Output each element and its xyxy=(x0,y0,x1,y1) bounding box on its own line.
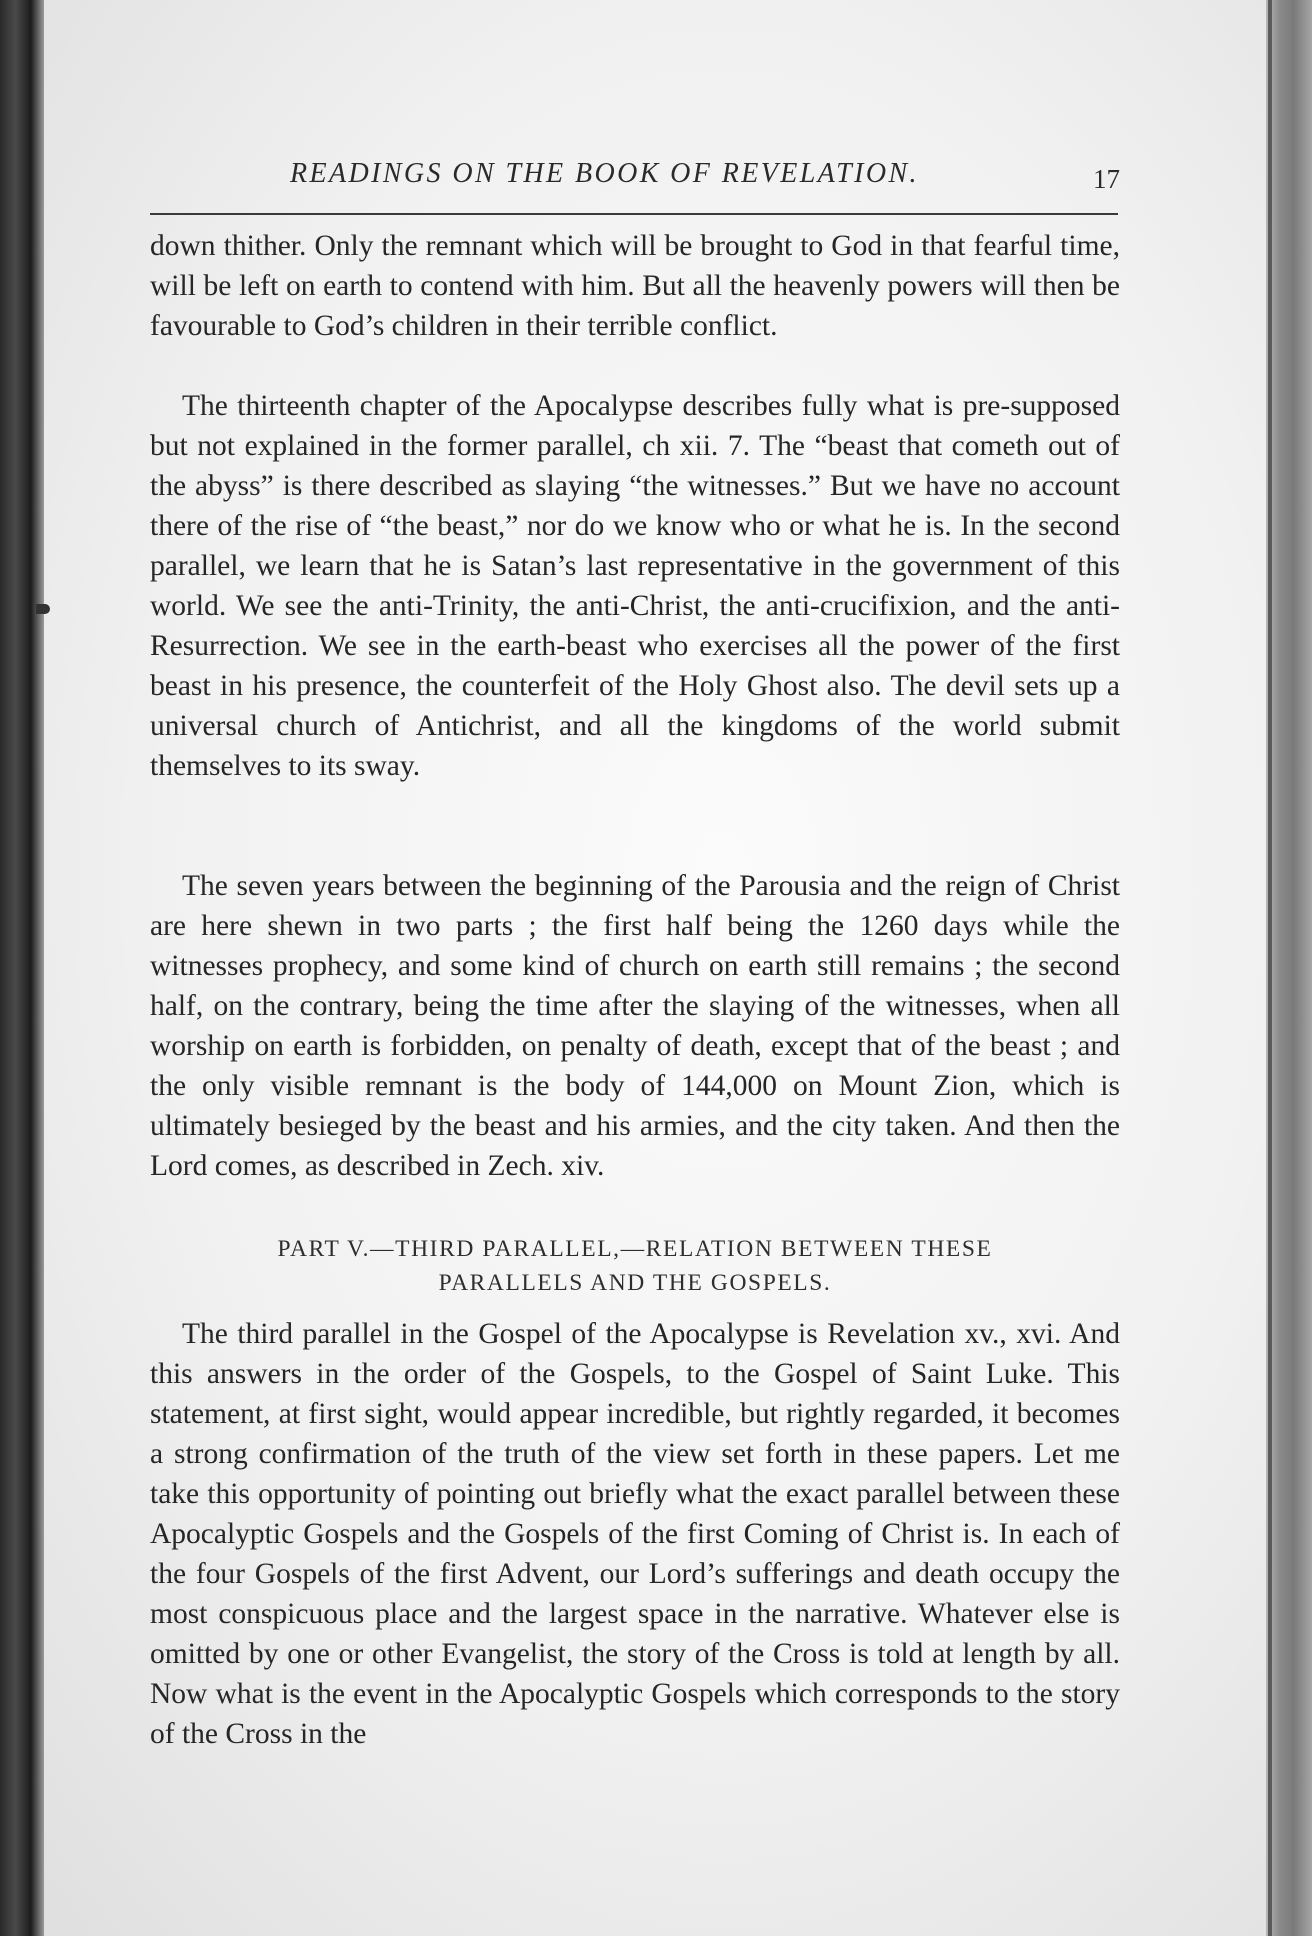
book-gutter-left xyxy=(0,0,44,1936)
section-heading-line-2: PARALLELS AND THE GOSPELS. xyxy=(438,1270,832,1296)
body-text xyxy=(150,226,1120,1754)
paragraph-thirteenth-chapter: The thirteenth chapter of the Apocalypse describes fully what is pre-supposed but not explained in the former parallel, ch xii. 7. The “beast that cometh out of the abyss” is there described as slaying “the witnesses.” But we have no account there of the rise of “the beast,” nor do we know who or what he is. In the second parallel, we learn that he is Satan’s last representative in the government of this world. We see the anti-Trinity, the anti-Christ, the anti-crucifixion, and the anti-Resurrection. We see in the earth-beast who exercises all the power of the first beast in his presence, the counterfeit of the Holy Ghost also. The devil sets up a universal church of Antichrist, and all the kingdoms of the world submit themselves to its sway. xyxy=(150,390,1120,782)
paragraph-seven-years: The seven years between the beginning of the Parousia and the reign of Christ are here shewn in two parts ; the first half being the 1260 days while the witnesses prophecy, and some kind of church on earth still remains ; the second half, on the contrary, being the time after the slaying of the witnesses, when all worship on earth is forbidden, on penalty of death, except that of the beast ; and the only visible remnant is the body of 144,000 on Mount Zion, which is ultimately besieged by the beast and his armies, and the city taken. And then the Lord comes, as described in Zech. xiv. xyxy=(150,870,1120,1182)
header-rule xyxy=(150,213,1118,215)
page-edge-mark xyxy=(36,604,50,614)
paragraph-continuation: down thither. Only the remnant which will be brought to God in that fearful time, will be left on earth to contend with him. But all the heavenly powers will then be favourable to God’s children in their terrible conflict. xyxy=(150,230,1120,342)
running-title: READINGS ON THE BOOK OF REVELATION. xyxy=(290,158,919,189)
page-edge-line xyxy=(1268,0,1272,1936)
page-header xyxy=(150,158,1120,198)
section-heading-line-1: PART V.—THIRD PARALLEL,—RELATION BETWEEN THESE xyxy=(277,1236,993,1262)
paragraph-third-parallel: The third parallel in the Gospel of the Apocalypse is Revelation xv., xvi. And this answers in the order of the Gospels, to the Gospel of Saint Luke. This statement, at first sight, would appear incredible, but rightly regarded, it becomes a strong confirmation of the truth of the view set forth in these papers. Let me take this opportunity of pointing out briefly what the exact parallel between these Apocalyptic Gospels and the Gospels of the first Coming of Christ is. In each of the four Gospels of the first Advent, our Lord’s sufferings and death occupy the most conspicuous place and the largest space in the narrative. Whatever else is omitted by one or other Evangelist, the story of the Cross is told at length by all. Now what is the event in the Apocalyptic Gospels which corresponds to the story of the Cross in the xyxy=(150,1318,1120,1750)
section-heading xyxy=(150,1226,1120,1314)
book-page-edge-right xyxy=(1266,0,1312,1936)
page-number: 17 xyxy=(1093,164,1120,194)
